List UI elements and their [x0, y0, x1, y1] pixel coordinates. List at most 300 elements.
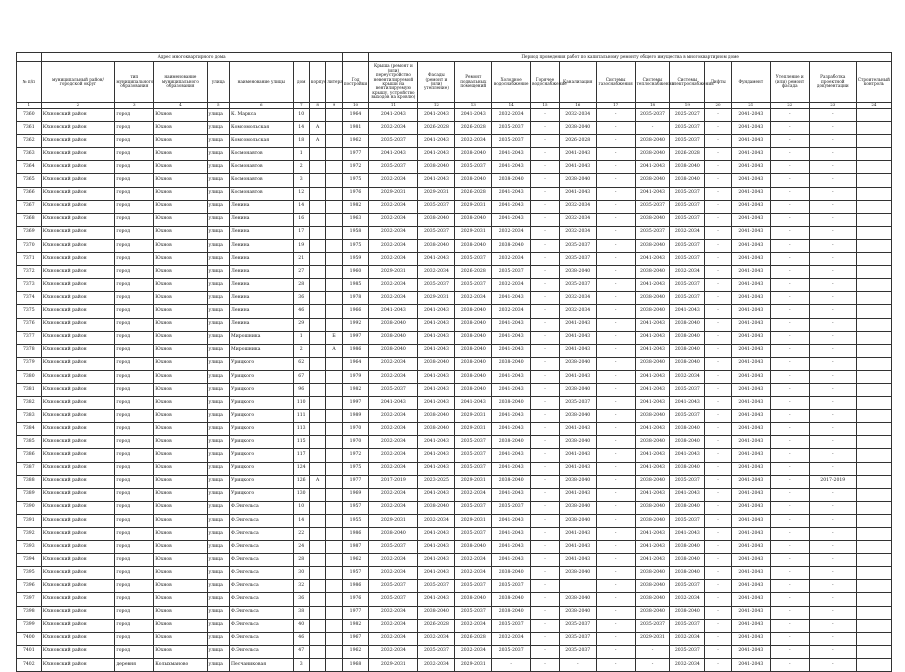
table-cell: - — [809, 109, 856, 122]
table-cell — [559, 580, 596, 593]
table-cell — [856, 593, 891, 606]
table-cell: город — [115, 292, 154, 305]
table-row — [17, 619, 892, 632]
table-cell: - — [596, 305, 635, 318]
table-cell: 2038-2040 — [559, 593, 596, 606]
table-cell: - — [770, 213, 809, 226]
table-cell: 2032-2034 — [369, 292, 418, 305]
table-cell: 7396 — [17, 580, 42, 593]
table-cell: - — [705, 200, 732, 213]
table-cell — [856, 344, 891, 357]
table-cell: 1967 — [342, 632, 369, 645]
table-cell: 2038-2040 — [635, 148, 670, 161]
table-cell: город — [115, 436, 154, 449]
table-cell: - — [770, 462, 809, 475]
table-cell — [309, 383, 325, 396]
table-cell: 67 — [293, 370, 309, 383]
table-cell: Мирошника — [230, 344, 294, 357]
table-cell: улица — [207, 580, 230, 593]
table-cell: 2038-2040 — [369, 318, 418, 331]
table-cell: 14 — [293, 514, 309, 527]
table-cell: 2041-2043 — [492, 148, 531, 161]
column-number: 19 — [670, 103, 705, 109]
table-cell: 2038-2040 — [418, 423, 455, 436]
table-cell: - — [531, 200, 560, 213]
table-cell: - — [531, 344, 560, 357]
table-cell: 2035-2037 — [455, 279, 492, 292]
table-cell: Космонавтов — [230, 148, 294, 161]
table-cell: город — [115, 266, 154, 279]
table-cell: 2041-2043 — [731, 148, 770, 161]
table-cell: 1992 — [342, 318, 369, 331]
table-cell — [856, 436, 891, 449]
table-cell: Юхновский район — [41, 488, 115, 501]
table-cell: город — [115, 423, 154, 436]
table-cell: 2029-2031 — [369, 266, 418, 279]
table-cell: 2041-2043 — [418, 344, 455, 357]
table-cell: 2038-2040 — [635, 410, 670, 423]
table-cell: 2041-2043 — [635, 462, 670, 475]
table-cell: - — [809, 292, 856, 305]
table-cell: 1997 — [342, 397, 369, 410]
table-cell: 2038-2040 — [635, 213, 670, 226]
table-cell: - — [705, 475, 732, 488]
table-cell: 2038-2040 — [418, 239, 455, 252]
table-cell: Колыхманово — [154, 658, 207, 671]
table-cell: - — [531, 462, 560, 475]
table-cell — [326, 541, 342, 554]
table-cell — [326, 357, 342, 370]
table-cell: 2032-2034 — [670, 226, 705, 239]
table-cell: 2035-2037 — [492, 619, 531, 632]
table-cell: 2041-2043 — [635, 397, 670, 410]
table-cell: 2032-2034 — [418, 658, 455, 671]
table-cell: Урицкого — [230, 449, 294, 462]
table-cell: - — [705, 292, 732, 305]
table-cell: 2041-2043 — [731, 109, 770, 122]
table-cell: 1970 — [342, 436, 369, 449]
table-cell — [326, 253, 342, 266]
table-cell: Юхнов — [154, 606, 207, 619]
table-cell: - — [531, 658, 560, 671]
table-cell: Юхнов — [154, 423, 207, 436]
table-cell: 2041-2043 — [731, 580, 770, 593]
table-row — [17, 397, 892, 410]
table-cell: - — [809, 528, 856, 541]
table-cell: - — [531, 423, 560, 436]
table-cell: - — [705, 109, 732, 122]
table-cell — [309, 174, 325, 187]
table-cell: город — [115, 187, 154, 200]
table-cell: 2032-2034 — [455, 619, 492, 632]
table-cell: 2041-2043 — [418, 305, 455, 318]
table-cell: - — [770, 567, 809, 580]
table-cell: 7368 — [17, 213, 42, 226]
table-cell: Урицкого — [230, 357, 294, 370]
table-cell: 2038-2040 — [670, 554, 705, 567]
table-cell: 2029-2031 — [455, 200, 492, 213]
table-cell: - — [596, 514, 635, 527]
table-cell: 2032-2034 — [369, 253, 418, 266]
table-cell — [326, 593, 342, 606]
table-cell: 2032-2034 — [670, 266, 705, 279]
table-cell: улица — [207, 554, 230, 567]
table-cell: - — [809, 423, 856, 436]
table-row — [17, 645, 892, 658]
table-cell: 2041-2043 — [731, 397, 770, 410]
table-cell: - — [770, 514, 809, 527]
table-cell: - — [531, 135, 560, 148]
table-cell: 2041-2043 — [731, 174, 770, 187]
table-cell: город — [115, 462, 154, 475]
table-row — [17, 475, 892, 488]
table-cell: 1981 — [342, 122, 369, 135]
table-cell: 7377 — [17, 331, 42, 344]
table-cell: Юхновский район — [41, 475, 115, 488]
table-cell: 2041-2043 — [559, 344, 596, 357]
column-header: Крыша (ремонт и (или) переустройство невентилируемой крыши на вентилируемую крышу, устройство выходов на кровлю) — [369, 62, 418, 103]
table-cell: - — [770, 541, 809, 554]
table-cell: 2035-2037 — [559, 279, 596, 292]
table-cell: 2038-2040 — [369, 528, 418, 541]
table-cell: 30 — [293, 567, 309, 580]
table-cell: город — [115, 632, 154, 645]
table-cell: - — [596, 135, 635, 148]
table-cell: 2041-2043 — [418, 462, 455, 475]
table-cell: Юхновский район — [41, 344, 115, 357]
column-header: Горячее водоснабжение — [531, 62, 560, 103]
table-cell — [856, 462, 891, 475]
table-cell: 32 — [293, 580, 309, 593]
table-cell: - — [531, 541, 560, 554]
table-cell: Урицкого — [230, 475, 294, 488]
table-cell: 2041-2043 — [635, 344, 670, 357]
table-cell — [309, 449, 325, 462]
table-cell: 2035-2037 — [670, 187, 705, 200]
table-cell — [309, 423, 325, 436]
table-cell: Юхновский район — [41, 331, 115, 344]
table-cell: - — [705, 462, 732, 475]
table-cell: 7360 — [17, 109, 42, 122]
table-cell: - — [531, 148, 560, 161]
table-cell: 2029-2031 — [455, 658, 492, 671]
table-cell: - — [809, 501, 856, 514]
table-cell: - — [770, 632, 809, 645]
column-header: Канализация — [559, 62, 596, 103]
table-cell: - — [770, 135, 809, 148]
table-cell: 2026-2028 — [559, 135, 596, 148]
column-header: Строительный контроль — [856, 62, 891, 103]
table-cell: 2032-2034 — [369, 200, 418, 213]
table-cell: - — [596, 619, 635, 632]
table-cell: - — [770, 292, 809, 305]
table-cell: 2035-2037 — [670, 645, 705, 658]
table-cell: 7389 — [17, 488, 42, 501]
table-cell — [326, 580, 342, 593]
table-cell: 2038-2040 — [670, 567, 705, 580]
table-cell: - — [531, 279, 560, 292]
table-cell: 2038-2040 — [635, 606, 670, 619]
table-cell — [326, 318, 342, 331]
table-cell: - — [770, 449, 809, 462]
table-cell: 2032-2034 — [559, 109, 596, 122]
table-cell — [326, 174, 342, 187]
table-cell: - — [596, 266, 635, 279]
column-header: Утепление и (или) ремонт фасада — [770, 62, 809, 103]
table-cell: Юхновский район — [41, 148, 115, 161]
table-cell: 62 — [293, 357, 309, 370]
table-row — [17, 658, 892, 671]
table-cell: 2035-2037 — [670, 410, 705, 423]
table-cell: 96 — [293, 383, 309, 396]
table-cell: - — [770, 148, 809, 161]
table-cell: - — [809, 449, 856, 462]
table-cell: 2041-2043 — [492, 331, 531, 344]
table-cell: 46 — [293, 632, 309, 645]
table-cell — [856, 488, 891, 501]
table-cell: 2038-2040 — [635, 593, 670, 606]
table-cell: 2029-2031 — [418, 292, 455, 305]
table-cell — [856, 580, 891, 593]
table-cell: 2041-2043 — [731, 161, 770, 174]
table-cell: К. Маркса — [230, 109, 294, 122]
table-cell: 2041-2043 — [559, 318, 596, 331]
table-cell: - — [531, 383, 560, 396]
table-cell: 2041-2043 — [731, 462, 770, 475]
table-cell: 2032-2034 — [455, 567, 492, 580]
table-cell: город — [115, 279, 154, 292]
table-cell: улица — [207, 370, 230, 383]
table-cell: Юхнов — [154, 122, 207, 135]
table-cell: 2041-2043 — [418, 397, 455, 410]
table-cell — [326, 305, 342, 318]
table-cell — [309, 410, 325, 423]
table-cell: 124 — [293, 462, 309, 475]
table-cell — [309, 200, 325, 213]
table-cell: 1977 — [342, 148, 369, 161]
table-cell — [856, 292, 891, 305]
table-cell: 2041-2043 — [635, 423, 670, 436]
table-row — [17, 449, 892, 462]
table-cell: Юхнов — [154, 619, 207, 632]
table-cell: Урицкого — [230, 488, 294, 501]
table-row — [17, 370, 892, 383]
table-cell — [326, 645, 342, 658]
table-cell: 7383 — [17, 410, 42, 423]
table-cell: - — [596, 475, 635, 488]
table-cell: 2041-2043 — [559, 541, 596, 554]
table-cell: - — [596, 580, 635, 593]
table-cell: 2026-2028 — [455, 632, 492, 645]
table-cell: 7397 — [17, 593, 42, 606]
table-cell: - — [531, 253, 560, 266]
table-cell: город — [115, 305, 154, 318]
table-cell: 2041-2043 — [369, 305, 418, 318]
table-cell: - — [531, 122, 560, 135]
table-cell: Юхнов — [154, 645, 207, 658]
table-cell: - — [531, 619, 560, 632]
table-cell: 2026-2028 — [455, 122, 492, 135]
table-cell: - — [596, 109, 635, 122]
column-header-row — [17, 62, 892, 103]
table-cell: 2032-2034 — [369, 423, 418, 436]
table-cell: 2041-2043 — [731, 370, 770, 383]
table-cell: 2038-2040 — [559, 436, 596, 449]
table-cell: 2041-2043 — [731, 645, 770, 658]
table-cell: 1997 — [342, 331, 369, 344]
column-header: муниципальный район/городской округ — [41, 62, 115, 103]
table-cell: 28 — [293, 554, 309, 567]
table-cell: Юхнов — [154, 239, 207, 252]
table-cell: город — [115, 148, 154, 161]
table-row — [17, 226, 892, 239]
column-number: 18 — [635, 103, 670, 109]
table-cell: 2035-2037 — [455, 436, 492, 449]
table-cell: 2038-2040 — [635, 580, 670, 593]
table-cell: Юхновский район — [41, 200, 115, 213]
table-cell: 2038-2040 — [559, 501, 596, 514]
table-cell — [856, 528, 891, 541]
table-cell: 2038-2040 — [418, 410, 455, 423]
table-cell — [326, 554, 342, 567]
table-cell: - — [596, 593, 635, 606]
table-cell: 2035-2037 — [455, 606, 492, 619]
table-cell: 2026-2028 — [455, 187, 492, 200]
table-row — [17, 279, 892, 292]
table-row — [17, 606, 892, 619]
table-cell: - — [705, 619, 732, 632]
column-header: литера — [326, 62, 342, 103]
table-cell: 2041-2043 — [731, 253, 770, 266]
table-cell: Комсомольская — [230, 122, 294, 135]
table-cell: 2041-2043 — [731, 619, 770, 632]
table-cell: - — [531, 436, 560, 449]
table-cell: 2041-2043 — [731, 292, 770, 305]
table-cell: - — [531, 292, 560, 305]
table-cell: - — [809, 619, 856, 632]
table-cell: - — [770, 423, 809, 436]
table-cell: 2038-2040 — [670, 174, 705, 187]
table-cell: 2032-2034 — [492, 632, 531, 645]
table-cell: город — [115, 645, 154, 658]
column-header: Холодное водоснабжение — [492, 62, 531, 103]
table-cell: 7367 — [17, 200, 42, 213]
table-cell: 2041-2043 — [559, 370, 596, 383]
table-cell: город — [115, 109, 154, 122]
table-cell: 1962 — [342, 135, 369, 148]
column-header: Лифты — [705, 62, 732, 103]
table-cell: 21 — [293, 253, 309, 266]
table-cell: Ф.Энгельса — [230, 567, 294, 580]
table-cell: - — [809, 462, 856, 475]
table-row — [17, 122, 892, 135]
table-cell: улица — [207, 357, 230, 370]
table-cell: 2041-2043 — [670, 305, 705, 318]
table-cell: - — [770, 161, 809, 174]
table-cell: 2032-2034 — [369, 239, 418, 252]
table-row — [17, 174, 892, 187]
table-cell — [856, 161, 891, 174]
table-cell: Урицкого — [230, 436, 294, 449]
table-cell: 47 — [293, 645, 309, 658]
table-cell: - — [635, 122, 670, 135]
table-cell: город — [115, 331, 154, 344]
table-cell: улица — [207, 239, 230, 252]
table-cell — [326, 266, 342, 279]
table-cell: 2041-2043 — [731, 501, 770, 514]
table-cell — [856, 383, 891, 396]
table-cell: 7392 — [17, 528, 42, 541]
table-cell: Юхновский район — [41, 541, 115, 554]
table-cell: Юхнов — [154, 135, 207, 148]
table-cell: - — [531, 397, 560, 410]
table-cell: 2038-2040 — [670, 501, 705, 514]
table-cell: Юхновский район — [41, 213, 115, 226]
table-cell: 22 — [293, 528, 309, 541]
table-cell: город — [115, 253, 154, 266]
table-cell: 7363 — [17, 148, 42, 161]
table-cell: город — [115, 410, 154, 423]
table-cell: 2041-2043 — [492, 423, 531, 436]
table-cell: - — [809, 567, 856, 580]
table-cell: Урицкого — [230, 423, 294, 436]
table-cell: 2041-2043 — [418, 174, 455, 187]
table-cell: - — [596, 174, 635, 187]
column-header: Системы теплоснабжения — [635, 62, 670, 103]
table-cell: Юхнов — [154, 528, 207, 541]
table-cell: улица — [207, 344, 230, 357]
column-number: 11 — [369, 103, 418, 109]
table-cell: 1979 — [342, 370, 369, 383]
table-cell: улица — [207, 410, 230, 423]
table-cell: 2041-2043 — [731, 122, 770, 135]
table-cell: - — [596, 462, 635, 475]
column-number: 22 — [770, 103, 809, 109]
table-cell: 2035-2037 — [559, 253, 596, 266]
table-cell: 2032-2034 — [418, 514, 455, 527]
table-cell: город — [115, 488, 154, 501]
table-cell: - — [809, 148, 856, 161]
spreadsheet — [16, 52, 892, 672]
table-cell: улица — [207, 200, 230, 213]
table-cell: город — [115, 357, 154, 370]
table-cell: 2038-2040 — [492, 593, 531, 606]
table-cell — [326, 239, 342, 252]
table-cell: Ф.Энгельса — [230, 645, 294, 658]
table-cell: - — [809, 541, 856, 554]
table-cell: - — [809, 174, 856, 187]
table-cell: улица — [207, 305, 230, 318]
table-cell: 2041-2043 — [559, 423, 596, 436]
table-cell: Космонавтов — [230, 187, 294, 200]
table-cell: 2041-2043 — [635, 187, 670, 200]
table-cell: 7362 — [17, 135, 42, 148]
table-cell: - — [705, 580, 732, 593]
table-cell — [309, 462, 325, 475]
table-cell — [309, 279, 325, 292]
table-cell: - — [770, 645, 809, 658]
table-cell — [856, 318, 891, 331]
table-cell: 2032-2034 — [369, 449, 418, 462]
table-cell: 2041-2043 — [559, 449, 596, 462]
column-number: 14 — [492, 103, 531, 109]
table-cell: 2038-2040 — [492, 239, 531, 252]
table-cell — [326, 148, 342, 161]
table-cell: 36 — [293, 593, 309, 606]
table-cell: 2038-2040 — [635, 501, 670, 514]
table-cell: 2041-2043 — [670, 488, 705, 501]
table-cell — [856, 410, 891, 423]
